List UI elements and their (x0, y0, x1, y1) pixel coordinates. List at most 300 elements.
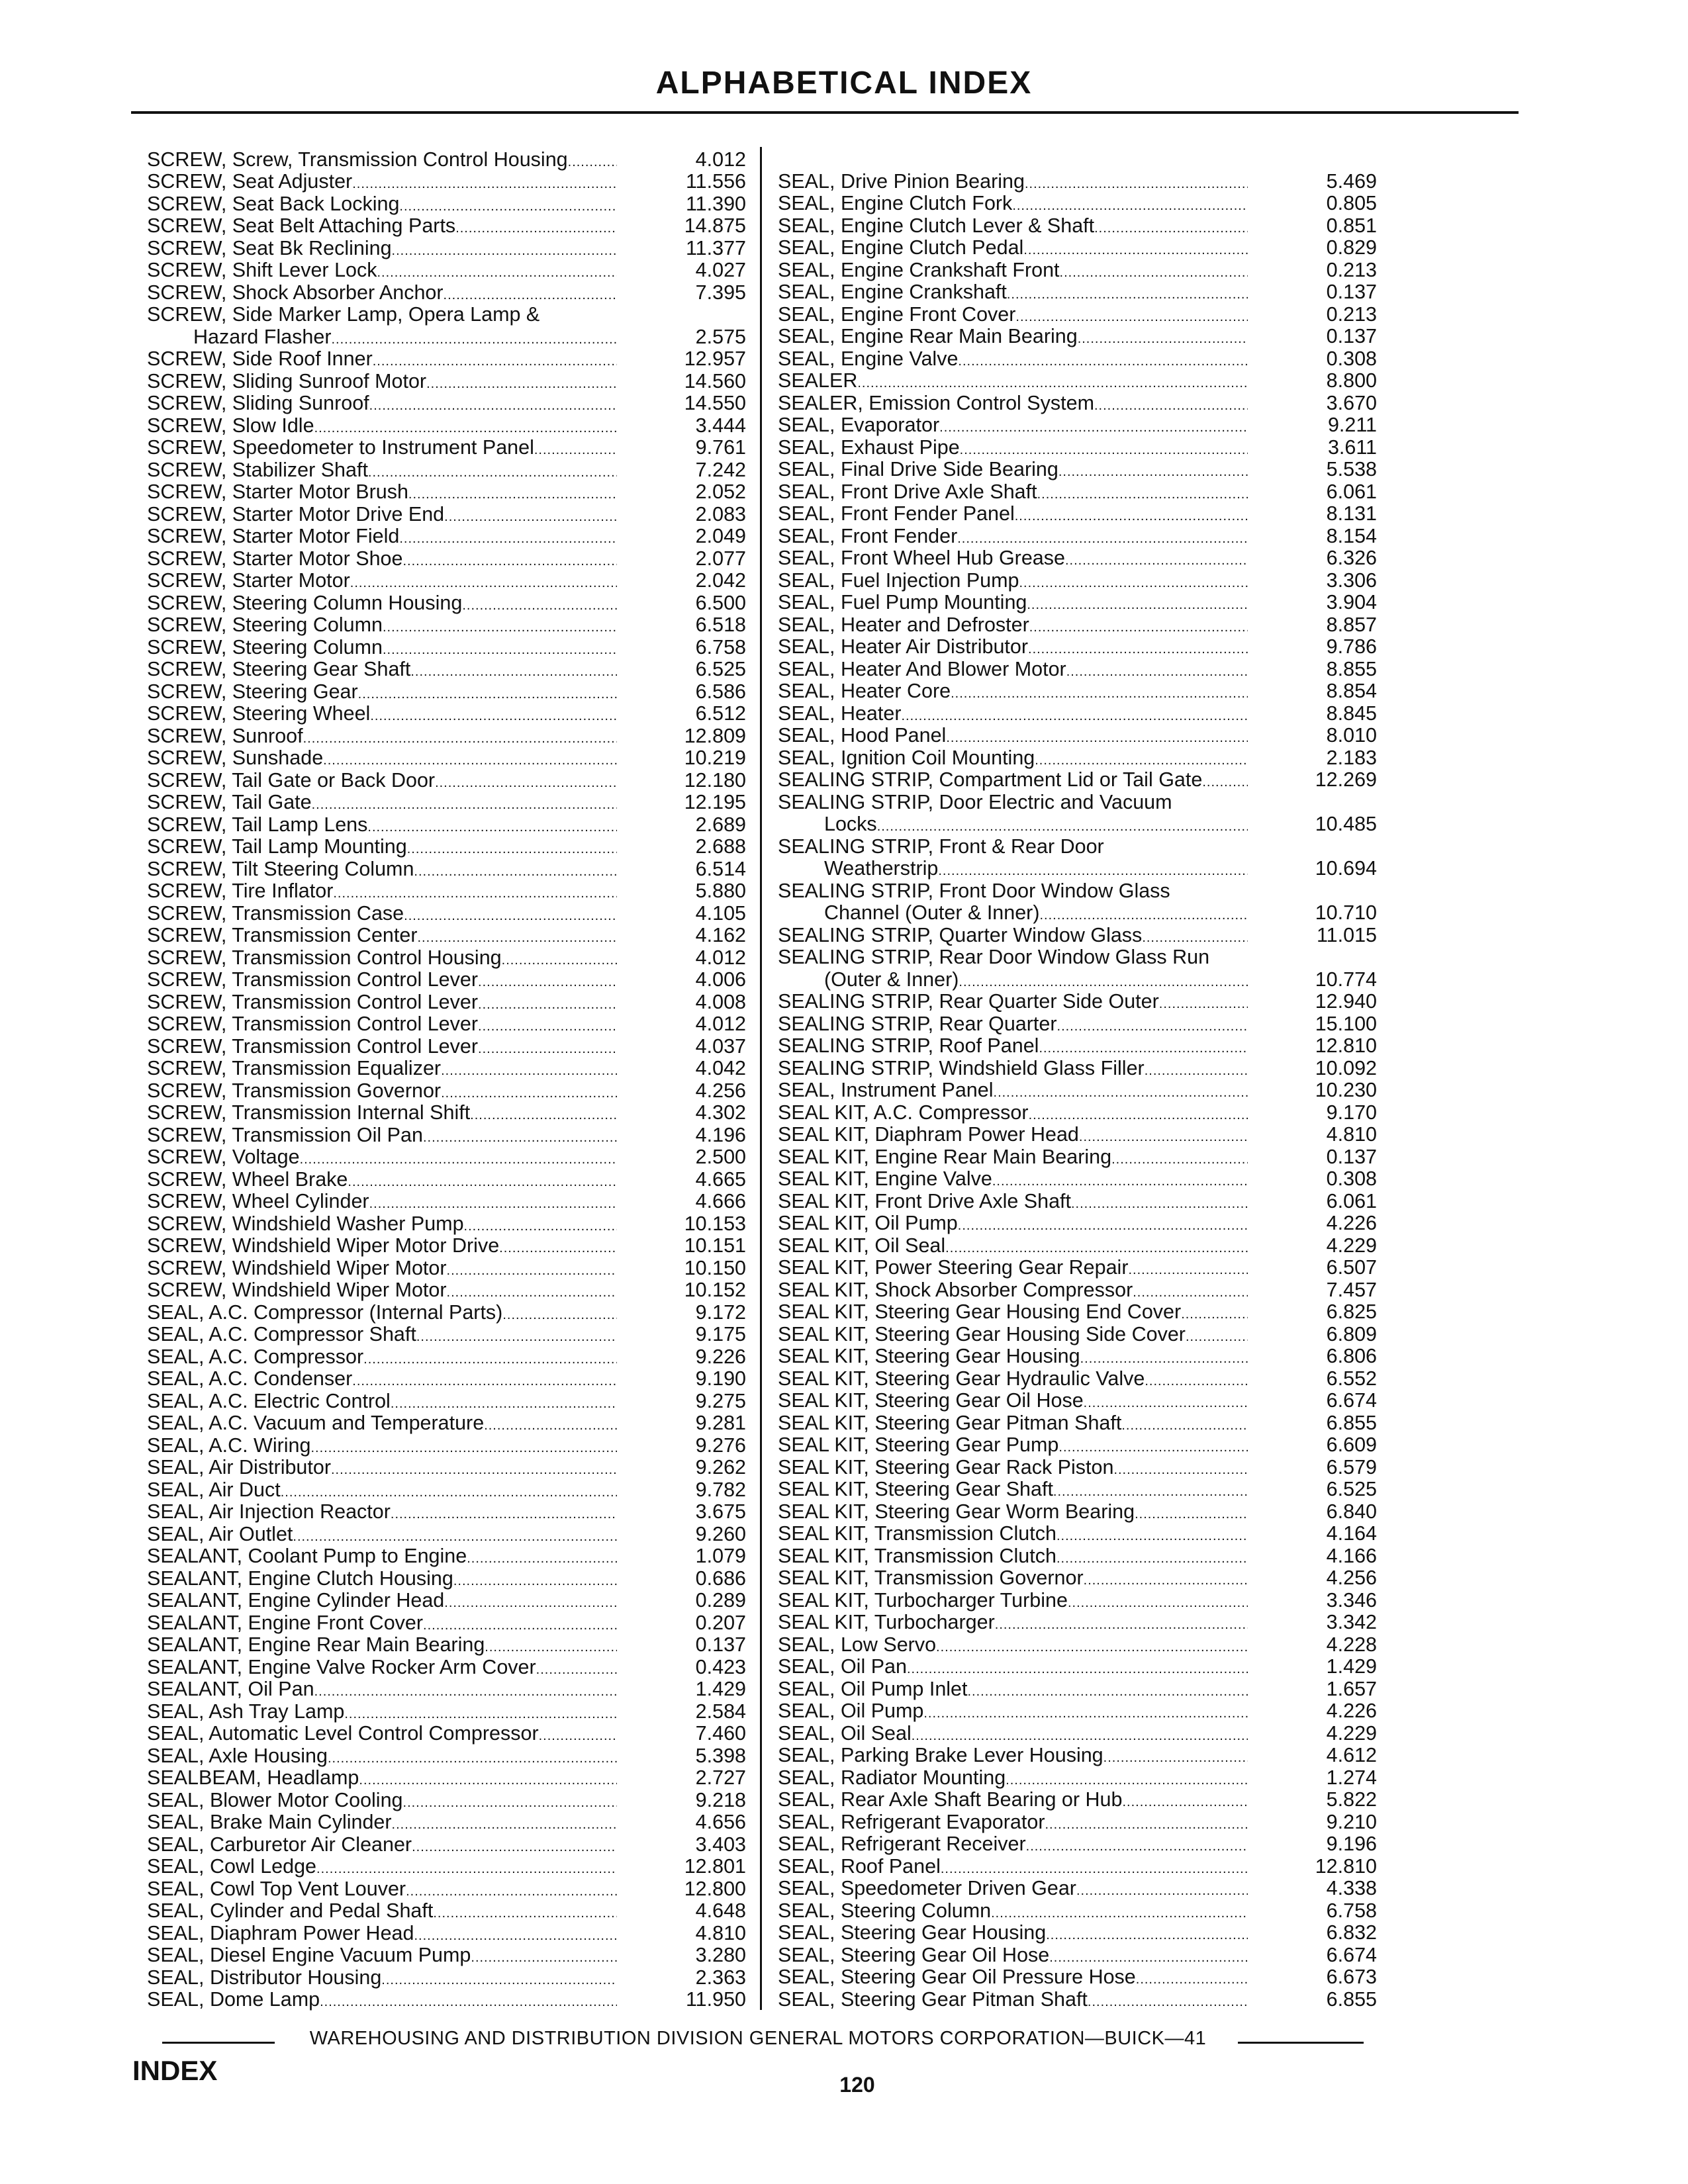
dot-leader (1142, 924, 1248, 947)
index-entry (778, 171, 1377, 193)
dot-leader (1068, 1589, 1248, 1612)
index-entry (147, 193, 746, 216)
dot-leader (464, 1212, 617, 1236)
dot-leader (1015, 303, 1248, 326)
dot-leader (416, 1323, 617, 1346)
dot-leader (1056, 1522, 1248, 1545)
index-entry-label: SCREW, Transmission Control Lever (147, 1034, 479, 1058)
index-entry (147, 1923, 746, 1945)
index-entry (147, 415, 746, 437)
dot-leader (314, 414, 617, 437)
dot-leader (478, 991, 617, 1014)
index-entry-page: 0.308 (1326, 347, 1377, 370)
index-entry-label: SEAL KIT, Engine Rear Main Bearing (778, 1145, 1112, 1168)
index-entry (147, 1878, 746, 1901)
dot-leader (1135, 1500, 1248, 1524)
index-entry (147, 1701, 746, 1723)
index-entry-label: SEAL, Refrigerant Receiver (778, 1833, 1026, 1855)
dot-leader (447, 1257, 617, 1280)
dot-leader (957, 525, 1248, 548)
index-entry-label: SEAL, A.C. Compressor (Internal Parts) (147, 1300, 503, 1324)
index-entry-label: SCREW, Side Marker Lamp, Opera Lamp & (147, 303, 540, 326)
index-entry-page: 12.810 (1315, 1034, 1377, 1057)
dot-leader (539, 1722, 617, 1745)
index-entry-label: SEAL, Heater And Blower Motor (778, 657, 1066, 680)
dot-leader (368, 459, 617, 482)
index-entry-page: 10.485 (1315, 813, 1377, 835)
index-entry-label: SEAL, Carburetor Air Cleaner (147, 1833, 412, 1856)
index-entry-label: SEAL, Engine Crankshaft (778, 281, 1007, 303)
index-entry (778, 1368, 1377, 1390)
index-entry-page: 3.346 (1326, 1588, 1377, 1612)
index-entry-page: 1.429 (1326, 1655, 1377, 1678)
index-entry-page: 6.840 (1326, 1500, 1377, 1523)
index-entry (778, 1723, 1377, 1745)
title-rule (131, 111, 1519, 114)
dot-leader (478, 968, 617, 991)
index-entry (778, 1545, 1377, 1568)
dot-leader (1133, 1279, 1248, 1302)
index-entry-label: SCREW, Transmission Internal Shift (147, 1101, 471, 1124)
index-entry (778, 304, 1377, 326)
index-entry-label: SCREW, Steering Column (147, 635, 383, 659)
index-entry-page: 10.092 (1315, 1056, 1377, 1079)
index-entry (778, 1767, 1377, 1790)
index-entry-label: SCREW, Seat Adjuster (147, 170, 353, 193)
index-entry-label: SEAL KIT, Turbocharger (778, 1611, 995, 1633)
dot-leader (303, 725, 617, 748)
index-entry (147, 1790, 746, 1812)
index-entry (147, 1901, 746, 1923)
index-entry (778, 947, 1377, 970)
index-entry-page: 0.289 (695, 1589, 746, 1612)
index-entry-label: SEALING STRIP, Windshield Glass Filler (778, 1056, 1145, 1079)
index-entry-page: 2.727 (695, 1766, 746, 1789)
dot-leader (1056, 1545, 1248, 1568)
index-entry (147, 1524, 746, 1546)
index-entry (147, 282, 746, 304)
dot-leader (403, 1789, 617, 1812)
index-entry-page: 0.213 (1326, 302, 1377, 326)
index-entry (778, 1102, 1377, 1124)
dot-leader (1025, 170, 1248, 193)
index-entry-page: 0.423 (695, 1655, 746, 1678)
index-entry-page: 10.774 (1315, 968, 1377, 991)
index-entry (778, 903, 1377, 925)
index-entry (147, 1612, 746, 1635)
index-entry-page: 2.049 (695, 525, 746, 547)
index-entry-label: SEAL, Heater Air Distributor (778, 635, 1029, 658)
index-entry (147, 1745, 746, 1768)
dot-leader (348, 1168, 617, 1191)
index-entry-label: SCREW, Tail Lamp Mounting (147, 835, 407, 858)
dot-leader (444, 281, 617, 304)
index-entry-label: SEAL, Ash Tray Lamp (147, 1700, 345, 1723)
index-entry-label: Channel (Outer & Inner) (824, 901, 1040, 924)
index-entry (147, 1191, 746, 1214)
dot-leader (1046, 1921, 1248, 1944)
index-entry-label: SCREW, Stabilizer Shaft (147, 458, 368, 481)
index-entry (147, 1679, 746, 1702)
index-entry (778, 770, 1377, 792)
index-entry-label: SEALER (778, 369, 858, 392)
index-entry-label: SCREW, Transmission Control Housing (147, 946, 502, 969)
index-entry (147, 725, 746, 748)
column-divider (760, 147, 762, 2010)
dot-leader (994, 1079, 1248, 1102)
index-entry-label: SEAL, Diesel Engine Vacuum Pump (147, 1944, 471, 1966)
index-entry-label: SEAL KIT, Transmission Governor (778, 1567, 1084, 1589)
index-entry-page: 10.153 (684, 1212, 746, 1235)
index-entry-label: SEALING STRIP, Rear Quarter (778, 1012, 1057, 1035)
index-entry (147, 349, 746, 371)
index-entry (147, 1147, 746, 1169)
index-entry-label: SEAL, Engine Clutch Lever & Shaft (778, 214, 1095, 237)
dot-leader (453, 1567, 617, 1590)
index-entry (778, 504, 1377, 526)
index-entry-label: SEAL, Hood Panel (778, 724, 947, 747)
dot-leader (314, 1678, 617, 1701)
dot-leader (433, 1899, 617, 1923)
index-entry (778, 1324, 1377, 1346)
index-entry-page: 6.609 (1326, 1433, 1377, 1456)
index-entry-page: 7.457 (1326, 1278, 1377, 1301)
index-entry-label: SEAL, Radiator Mounting (778, 1766, 1006, 1789)
index-entry-page: 0.308 (1326, 1167, 1377, 1190)
index-entry-page: 9.196 (1326, 1833, 1377, 1855)
index-entry-page: 0.137 (1326, 325, 1377, 347)
index-entry (778, 1058, 1377, 1080)
dot-leader (1103, 1744, 1248, 1767)
index-entry (147, 326, 746, 349)
index-entry-label: SCREW, Transmission Equalizer (147, 1057, 442, 1079)
dot-leader (1128, 1256, 1248, 1279)
index-entry-label: SCREW, Starter Motor Field (147, 525, 400, 547)
index-entry-label: SEALBEAM, Headlamp (147, 1766, 359, 1789)
dot-leader (381, 1966, 617, 1989)
index-entry-page: 5.469 (1326, 169, 1377, 193)
index-entry-page: 8.857 (1326, 613, 1377, 636)
index-entry-label: SEAL, Refrigerant Evaporator (778, 1810, 1045, 1833)
index-entry (778, 415, 1377, 437)
index-entry (778, 1900, 1377, 1923)
index-entry-page: 4.164 (1326, 1522, 1377, 1545)
index-entry (778, 1745, 1377, 1768)
index-entry-page: 4.665 (695, 1167, 746, 1191)
index-entry-page: 4.012 (695, 1013, 746, 1035)
index-entry-label: SEAL, Speedometer Driven Gear (778, 1877, 1076, 1899)
index-entry-page: 7.395 (695, 281, 746, 304)
index-entry-page: 4.012 (695, 148, 746, 171)
index-entry-label: SEALANT, Engine Clutch Housing (147, 1567, 453, 1590)
index-entry-label: SEAL, A.C. Condenser (147, 1367, 353, 1390)
index-entry-label: SEAL KIT, Steering Gear Worm Bearing (778, 1500, 1135, 1523)
index-entry (147, 881, 746, 903)
index-entry-label: SEAL, Exhaust Pipe (778, 435, 960, 459)
index-entry-page: 6.514 (695, 857, 746, 880)
index-entry (147, 1369, 746, 1391)
dot-leader (441, 1057, 617, 1080)
index-entry (778, 1634, 1377, 1657)
dot-leader (1186, 1323, 1248, 1346)
dot-leader (414, 1922, 617, 1945)
index-entry (147, 1390, 746, 1413)
dot-leader (423, 1124, 617, 1147)
index-entry-label: SEALANT, Engine Front Cover (147, 1611, 424, 1634)
dot-leader (1145, 1367, 1248, 1390)
dot-leader (1035, 747, 1248, 770)
dot-leader (1065, 547, 1248, 570)
index-entry-label: SEAL KIT, Engine Valve (778, 1167, 992, 1190)
index-entry-page: 4.810 (1326, 1123, 1377, 1146)
index-entry (778, 1457, 1377, 1479)
index-entry-label: SEAL KIT, Steering Gear Rack Piston (778, 1455, 1114, 1479)
index-entry (778, 659, 1377, 681)
dot-leader (470, 1101, 617, 1124)
index-entry-label: SCREW, Tail Gate or Back Door (147, 768, 436, 792)
dot-leader (441, 1079, 617, 1103)
index-entry (778, 1257, 1377, 1280)
index-entry (147, 548, 746, 570)
index-entry-label: SEAL KIT, Steering Gear Pitman Shaft (778, 1411, 1122, 1434)
index-entry-page: 8.131 (1326, 502, 1377, 525)
index-entry-page: 3.675 (695, 1500, 746, 1523)
index-entry-page: 2.689 (695, 813, 746, 836)
index-entry-label: SEAL, Oil Pan (778, 1655, 907, 1678)
dot-leader (1060, 259, 1248, 282)
index-entry-label: SEAL, Air Duct (147, 1478, 281, 1501)
index-entry-label: SEAL, Air Outlet (147, 1522, 293, 1545)
dot-leader (408, 480, 617, 504)
footer-publisher: WAREHOUSING AND DISTRIBUTION DIVISION GENERAL MOTORS CORPORATION—BUICK—41 (309, 2028, 1207, 2049)
index-entry-page: 12.801 (684, 1855, 746, 1878)
index-entry-label: SCREW, Sunshade (147, 747, 324, 769)
index-entry-page: 4.666 (695, 1190, 746, 1212)
index-entry-label: SCREW, Tire Inflator (147, 880, 334, 902)
index-entry-label: SEAL, Axle Housing (147, 1744, 328, 1767)
dot-leader (316, 1855, 617, 1878)
index-entry-page: 9.782 (695, 1478, 746, 1501)
index-entry-label: SCREW, Tail Lamp Lens (147, 813, 368, 836)
index-entry (778, 1191, 1377, 1213)
index-entry (778, 637, 1377, 659)
index-entry-page: 12.180 (684, 768, 746, 792)
dot-leader (1181, 1300, 1248, 1324)
index-entry-label: SCREW, Shock Absorber Anchor (147, 281, 444, 304)
dot-leader (281, 1479, 617, 1502)
index-entry-page: 4.226 (1326, 1700, 1377, 1722)
index-entry-page: 2.575 (695, 325, 746, 348)
index-entry-page: 4.338 (1326, 1877, 1377, 1899)
index-entry-label: SEAL, Steering Gear Pitman Shaft (778, 1987, 1088, 2011)
index-entry-label: SEAL, Final Drive Side Bearing (778, 458, 1058, 480)
index-entry (778, 1701, 1377, 1723)
index-entry-page: 11.390 (685, 192, 746, 215)
dot-leader (960, 436, 1248, 459)
page-title: ALPHABETICAL INDEX (655, 66, 1033, 101)
index-entry-label: SCREW, Transmission Center (147, 924, 418, 946)
dot-leader (1111, 1146, 1248, 1169)
index-entry (778, 925, 1377, 947)
index-entry (147, 947, 746, 970)
index-entry-page: 7.242 (695, 458, 746, 481)
dot-leader (1202, 768, 1248, 792)
dot-leader (1071, 1190, 1248, 1213)
index-entry-page: 4.648 (695, 1899, 746, 1922)
dot-leader (1057, 1013, 1248, 1036)
index-entry-label: SCREW, Sliding Sunroof (147, 392, 369, 414)
dot-leader (936, 1633, 1248, 1657)
dot-leader (467, 1545, 617, 1568)
dot-leader (1113, 1456, 1248, 1479)
dot-leader (423, 1612, 617, 1635)
index-entry-page: 1.079 (695, 1545, 746, 1567)
index-entry (147, 1324, 746, 1347)
index-entry (778, 1036, 1377, 1058)
index-entry-page: 4.196 (695, 1123, 746, 1146)
index-entry (778, 1811, 1377, 1834)
index-entry-label: SEAL, Evaporator (778, 414, 940, 436)
dot-leader (333, 880, 617, 903)
index-entry-label: SEAL KIT, Oil Pump (778, 1212, 958, 1234)
index-entry-label: SEAL, Dome Lamp (147, 1988, 320, 2011)
index-entry-page: 9.761 (695, 436, 746, 459)
index-entry-page: 9.175 (695, 1323, 746, 1345)
dot-leader (1028, 635, 1248, 659)
index-entry-label: SCREW, Starter Motor Brush (147, 480, 408, 503)
dot-leader (536, 1656, 617, 1679)
index-entry-page: 4.612 (1326, 1744, 1377, 1766)
index-entry (147, 1124, 746, 1147)
index-entry-page: 4.166 (1326, 1544, 1377, 1567)
index-entry (778, 858, 1377, 881)
index-entry-label: SEALANT, Oil Pan (147, 1678, 314, 1700)
index-entry (147, 770, 746, 792)
dot-leader (426, 370, 617, 393)
dot-leader (502, 946, 617, 970)
dot-leader (444, 1589, 617, 1612)
index-entry (778, 193, 1377, 216)
index-entry-page: 14.560 (684, 369, 746, 392)
index-entry-label: SCREW, Windshield Wiper Motor (147, 1279, 447, 1301)
dot-leader (1094, 214, 1248, 238)
index-entry-page: 3.670 (1326, 391, 1377, 414)
index-entry-page: 11.950 (685, 1988, 746, 2011)
dot-leader (1122, 1788, 1248, 1811)
dot-leader (1088, 1988, 1248, 2011)
index-entry (778, 969, 1377, 991)
index-entry-page: 9.786 (1326, 635, 1377, 658)
index-entry-page: 12.809 (684, 724, 746, 747)
index-entry-label: SCREW, Transmission Control Lever (147, 990, 479, 1013)
index-entry-label: SCREW, Steering Gear Shaft (147, 658, 411, 680)
index-entry-page: 6.825 (1326, 1300, 1377, 1323)
footer-section-label: INDEX (132, 2055, 218, 2086)
dot-leader (1029, 1101, 1248, 1124)
dot-leader (417, 924, 617, 947)
index-entry-label: SEAL KIT, Power Steering Gear Repair (778, 1256, 1129, 1279)
index-entry-label: SCREW, Steering Gear (147, 680, 358, 703)
index-entry-page: 3.403 (695, 1833, 746, 1856)
index-entry-label: SEAL KIT, Turbocharger Turbine (778, 1588, 1068, 1612)
index-entry-label: SEAL, Roof Panel (778, 1854, 941, 1878)
dot-leader (857, 369, 1248, 392)
index-entry (147, 615, 746, 637)
dot-leader (1012, 192, 1248, 215)
dot-leader (435, 769, 617, 792)
index-entry-page: 10.710 (1315, 901, 1377, 924)
index-entry-label: SEAL, Brake Main Cylinder (147, 1811, 392, 1833)
dot-leader (485, 1633, 617, 1657)
dot-leader (370, 702, 617, 725)
index-entry-page: 2.500 (695, 1146, 746, 1168)
index-entry-label: SEAL, Diaphram Power Head (147, 1921, 414, 1944)
index-column-left (147, 149, 746, 2011)
dot-leader (358, 680, 617, 704)
index-entry-page: 9.190 (695, 1367, 746, 1390)
page-number: 120 (839, 2073, 875, 2097)
index-entry-label: SEAL KIT, Steering Gear Housing (778, 1345, 1080, 1367)
index-entry (778, 570, 1377, 592)
index-entry (778, 592, 1377, 615)
dot-leader (1159, 990, 1248, 1013)
index-entry (147, 1413, 746, 1435)
index-entry-page: 11.015 (1316, 923, 1377, 946)
index-entry (147, 858, 746, 881)
dot-leader (399, 525, 617, 548)
index-entry-label: SCREW, Tilt Steering Column (147, 857, 414, 880)
index-entry-page: 9.276 (695, 1433, 746, 1457)
index-entry (147, 1213, 746, 1236)
index-entry-label: SEAL, Steering Gear Oil Hose (778, 1943, 1050, 1966)
index-entry (778, 1524, 1377, 1546)
index-entry (147, 1502, 746, 1524)
index-entry-label: SEAL, Front Wheel Hub Grease (778, 547, 1065, 569)
index-entry-label: SCREW, Voltage (147, 1146, 300, 1168)
dot-leader (1053, 1478, 1248, 1501)
dot-leader (951, 680, 1248, 703)
index-entry-page: 4.228 (1326, 1633, 1377, 1656)
index-entry-page: 4.256 (695, 1079, 746, 1102)
index-entry-page: 5.880 (695, 880, 746, 902)
index-entry (778, 1169, 1377, 1191)
index-entry-label: SEAL, Oil Pump (778, 1700, 924, 1722)
index-entry-page: 2.083 (695, 502, 746, 525)
index-entry-page: 4.229 (1326, 1721, 1377, 1745)
dot-leader (344, 1700, 617, 1723)
dot-leader (471, 1944, 617, 1967)
index-entry (147, 216, 746, 238)
index-entry-label: SEAL, Low Servo (778, 1633, 937, 1656)
index-entry (778, 392, 1377, 415)
index-entry-label: SEAL, Cowl Ledge (147, 1855, 317, 1878)
index-entry (147, 1546, 746, 1569)
index-entry-page: 12.810 (1315, 1854, 1377, 1878)
index-entry-page: 6.061 (1326, 480, 1377, 503)
index-entry (147, 238, 746, 260)
dot-leader (907, 1655, 1248, 1678)
dot-leader (958, 347, 1248, 371)
index-entry-label: SEALER, Emission Control System (778, 391, 1094, 414)
index-entry-label: SEAL, Cowl Top Vent Louver (147, 1877, 406, 1900)
dot-leader (968, 1678, 1248, 1701)
index-entry-label: SEAL KIT, Steering Gear Shaft (778, 1478, 1053, 1500)
index-entry-page: 0.686 (695, 1567, 746, 1590)
index-entry (778, 1235, 1377, 1257)
index-entry-page: 10.152 (684, 1279, 746, 1301)
index-entry-label: SEAL, Drive Pinion Bearing (778, 169, 1025, 193)
index-entry-page: 6.507 (1326, 1256, 1377, 1279)
